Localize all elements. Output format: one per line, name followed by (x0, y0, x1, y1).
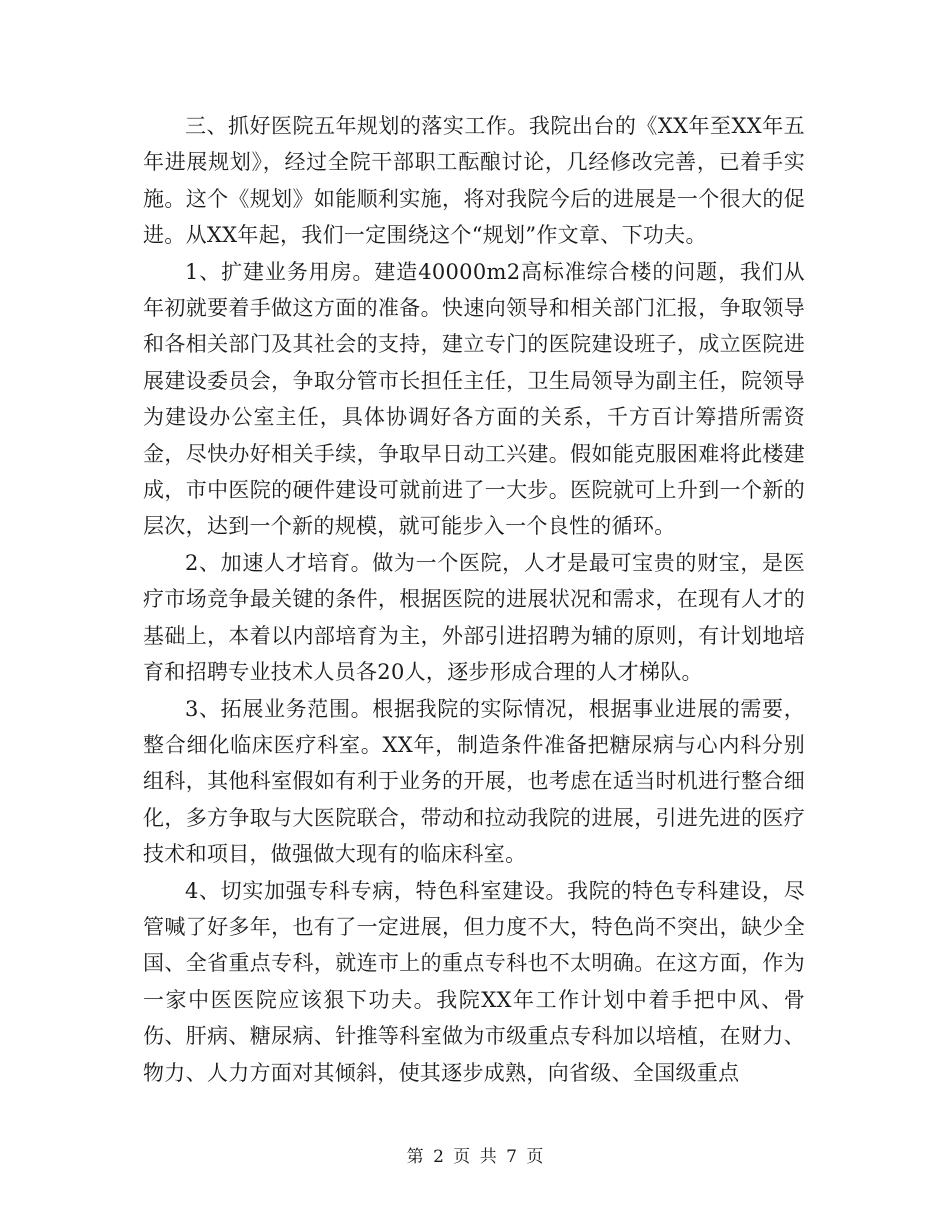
paragraph-item-2: 2、加速人才培育。做为一个医院，人才是最可宝贵的财宝，是医疗市场竞争最关键的条件，根据医院的进展状况和需求，在现有人才的基础上，本着以内部培育为主，外部引进招聘为辅的原则，有计划地培育和招聘专业技术人员各20人，逐步形成合理的人才梯队。 (143, 550, 805, 685)
paragraph-section-three: 三、抓好医院五年规划的落实工作。我院出台的《XX年至XX年五年进展规划》，经过全院干部职工酝酿讨论，几经修改完善，已着手实施。这个《规划》如能顺利实施，将对我院今后的进展是一个很大的促进。从XX年起，我们一定围绕这个“规划”作文章、下功夫。 (143, 114, 805, 248)
paragraph-item-4: 4、切实加强专科专病，特色科室建设。我院的特色专科建设，尽管喊了好多年，也有了一定进展，但力度不大，特色尚不突出，缺少全国、全省重点专科，就连市上的重点专科也不太明确。在这方面，作为一家中医医院应该狠下功夫。我院XX年工作计划中着手把中风、骨伤、肝病、糖尿病、针推等科室做为市级重点专科加以培植，在财力、物力、人力方面对其倾斜，使其逐步成熟，向省级、全国级重点 (143, 878, 805, 1085)
paragraph-item-1: 1、扩建业务用房。建造40000m2高标准综合楼的问题，我们从年初就要着手做这方面的准备。快速向领导和相关部门汇报，争取领导和各相关部门及其社会的支持，建立专门的医院建设班子，成立医院进展建设委员会，争取分管市长担任主任，卫生局领导为副主任，院领导为建设办公室主任，具体协调好各方面的关系，千方百计筹措所需资金，尽快办好相关手续，争取早日动工兴建。假如能克服困难将此楼建成，市中医院的硬件建设可就前进了一大步。医院就可上升到一个新的层次，达到一个新的规模，就可能步入一个良性的循环。 (143, 259, 805, 539)
page-number-footer: 第 2 页 共 7 页 (406, 1147, 544, 1167)
paragraph-item-3: 3、拓展业务范围。根据我院的实际情况，根据事业进展的需要，整合细化临床医疗科室。XX年，制造条件准备把糖尿病与心内科分别组科，其他科室假如有利于业务的开展，也考虑在适当时机进行整合细化，多方争取与大医院联合，带动和拉动我院的进展，引进先进的医疗技术和项目，做强做大现有的临床科室。 (143, 696, 805, 867)
document-body (143, 108, 805, 1091)
